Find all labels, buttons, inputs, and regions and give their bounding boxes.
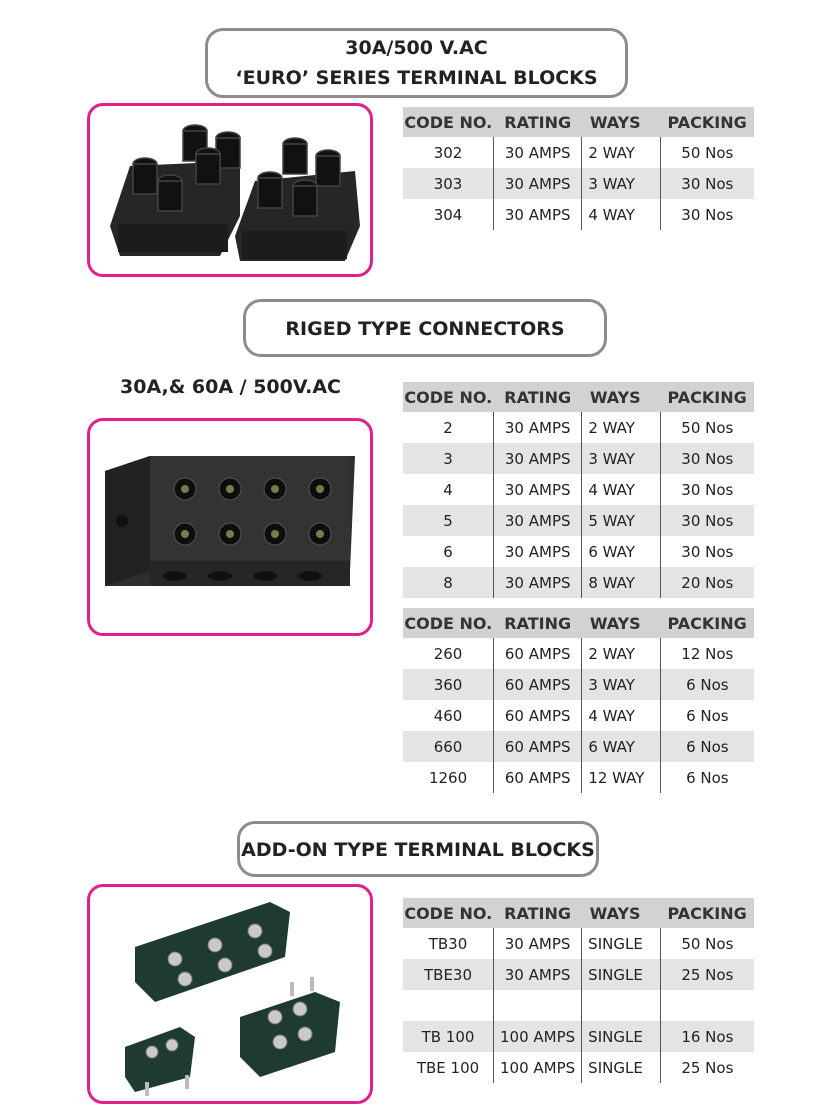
table-cell: 16 Nos bbox=[660, 1021, 754, 1052]
table-cell: 5 WAY bbox=[582, 505, 660, 536]
table-cell: 6 Nos bbox=[686, 768, 729, 787]
table-row bbox=[403, 412, 754, 443]
add-on-spec-table bbox=[403, 898, 754, 1083]
table-row bbox=[403, 567, 754, 598]
table-cell: 30 AMPS bbox=[494, 567, 582, 598]
table-cell bbox=[403, 990, 494, 1021]
table-cell: 50 Nos bbox=[681, 143, 734, 162]
table-cell: SINGLE bbox=[582, 1052, 661, 1083]
table-cell bbox=[582, 990, 661, 1021]
table-cell: 660 bbox=[403, 731, 494, 762]
table-cell: 6 WAY bbox=[582, 536, 660, 567]
table-cell: 60 AMPS bbox=[494, 700, 582, 731]
column-header: RATING bbox=[494, 898, 582, 928]
column-header: WAYS bbox=[582, 107, 660, 137]
table-cell: 20 Nos bbox=[660, 567, 754, 598]
table-cell: 3 bbox=[403, 443, 494, 474]
column-header: PACKING bbox=[660, 898, 754, 928]
table-cell: SINGLE bbox=[582, 959, 661, 990]
table-cell: 6 WAY bbox=[582, 731, 660, 762]
section-title-add-on bbox=[237, 821, 599, 877]
column-header: RATING bbox=[494, 608, 582, 638]
table-cell: 360 bbox=[403, 669, 494, 700]
table-cell: 30 Nos bbox=[660, 168, 754, 199]
table-row bbox=[403, 700, 754, 731]
column-header: PACKING bbox=[660, 608, 754, 638]
table-cell: 30 Nos bbox=[681, 205, 734, 224]
table-cell: 30 AMPS bbox=[494, 474, 582, 505]
table-cell: 100 AMPS bbox=[494, 1052, 582, 1083]
table-row bbox=[403, 443, 754, 474]
table-cell: 4 bbox=[403, 474, 494, 505]
table-row bbox=[403, 731, 754, 762]
table-cell: 50 Nos bbox=[681, 934, 734, 953]
table-cell: 2 WAY bbox=[582, 638, 660, 669]
section-title-line: 30A/500 V.AC bbox=[345, 37, 488, 59]
table-cell bbox=[660, 990, 754, 1021]
table-row bbox=[403, 505, 754, 536]
riged-60a-spec-table bbox=[403, 608, 754, 793]
table-cell: TBE30 bbox=[403, 959, 494, 990]
table-cell: 25 Nos bbox=[681, 1058, 734, 1077]
table-cell: 302 bbox=[403, 137, 494, 168]
table-row bbox=[403, 762, 754, 793]
column-header: RATING bbox=[494, 107, 582, 137]
table-cell bbox=[494, 990, 582, 1021]
rating-subheading: 30A,& 60A / 500V.AC bbox=[120, 376, 341, 398]
table-cell: 30 AMPS bbox=[494, 412, 582, 443]
section-title-line: ADD-ON TYPE TERMINAL BLOCKS bbox=[241, 839, 595, 861]
euro-spec-table bbox=[403, 107, 754, 230]
table-cell: 8 bbox=[403, 567, 494, 598]
table-cell: 30 Nos bbox=[660, 505, 754, 536]
table-cell: 8 WAY bbox=[582, 567, 660, 598]
table-row bbox=[403, 1052, 754, 1083]
table-cell: 100 AMPS bbox=[494, 1021, 582, 1052]
table-cell: 304 bbox=[403, 199, 494, 230]
table-cell: 30 Nos bbox=[681, 480, 734, 499]
table-row bbox=[403, 1021, 754, 1052]
column-header: PACKING bbox=[660, 382, 754, 412]
table-cell: 60 AMPS bbox=[494, 638, 582, 669]
riged-connector-photo bbox=[87, 418, 373, 636]
table-cell: SINGLE bbox=[582, 928, 661, 959]
table-row bbox=[403, 959, 754, 990]
table-cell: 6 bbox=[403, 536, 494, 567]
section-title-riged bbox=[243, 299, 607, 357]
table-row bbox=[403, 199, 754, 230]
table-cell: 30 Nos bbox=[660, 443, 754, 474]
table-cell: TBE 100 bbox=[403, 1052, 494, 1083]
table-cell: 2 bbox=[403, 412, 494, 443]
table-cell: 30 AMPS bbox=[494, 505, 582, 536]
column-header: WAYS bbox=[582, 898, 661, 928]
table-row bbox=[403, 536, 754, 567]
table-cell: 30 AMPS bbox=[494, 137, 582, 168]
column-header: PACKING bbox=[660, 107, 754, 137]
table-row bbox=[403, 137, 754, 168]
table-cell: 4 WAY bbox=[582, 474, 660, 505]
column-header: RATING bbox=[494, 382, 582, 412]
table-cell: 30 AMPS bbox=[494, 959, 582, 990]
table-cell: 4 WAY bbox=[582, 199, 660, 230]
table-cell: 25 Nos bbox=[660, 959, 754, 990]
table-row bbox=[403, 168, 754, 199]
table-cell: 260 bbox=[403, 638, 494, 669]
column-header: CODE NO. bbox=[403, 382, 494, 412]
riged-30a-spec-table bbox=[403, 382, 754, 598]
table-row bbox=[403, 669, 754, 700]
table-cell: 60 AMPS bbox=[494, 669, 582, 700]
table-cell: 60 AMPS bbox=[494, 731, 582, 762]
table-cell: 60 AMPS bbox=[494, 762, 582, 793]
table-cell: 6 Nos bbox=[660, 669, 754, 700]
table-cell: 3 WAY bbox=[582, 443, 660, 474]
table-cell: 3 WAY bbox=[582, 669, 660, 700]
table-cell: 12 WAY bbox=[582, 762, 660, 793]
table-cell: 1260 bbox=[403, 762, 494, 793]
table-cell: 30 AMPS bbox=[494, 168, 582, 199]
column-header: WAYS bbox=[582, 382, 660, 412]
table-row bbox=[403, 990, 754, 1021]
table-cell: TB30 bbox=[403, 928, 494, 959]
table-header-row bbox=[403, 107, 754, 137]
table-cell: 30 AMPS bbox=[494, 928, 582, 959]
table-cell: 30 Nos bbox=[681, 542, 734, 561]
table-cell: 12 Nos bbox=[681, 644, 734, 663]
table-cell: 460 bbox=[403, 700, 494, 731]
table-cell: 5 bbox=[403, 505, 494, 536]
table-cell: 2 WAY bbox=[582, 137, 660, 168]
section-title-euro bbox=[205, 28, 628, 98]
table-cell: 6 Nos bbox=[686, 706, 729, 725]
table-cell: SINGLE bbox=[582, 1021, 661, 1052]
table-cell: 50 Nos bbox=[681, 418, 734, 437]
table-cell: 30 AMPS bbox=[494, 199, 582, 230]
table-cell: 30 AMPS bbox=[494, 443, 582, 474]
table-row bbox=[403, 928, 754, 959]
add-on-terminal-block-photo bbox=[87, 884, 373, 1104]
table-cell: 4 WAY bbox=[582, 700, 660, 731]
table-cell: 3 WAY bbox=[582, 168, 660, 199]
column-header: CODE NO. bbox=[403, 107, 494, 137]
table-cell: 30 AMPS bbox=[494, 536, 582, 567]
section-title-line: RIGED TYPE CONNECTORS bbox=[285, 318, 565, 340]
column-header: CODE NO. bbox=[403, 898, 494, 928]
section-title-line: ‘EURO’ SERIES TERMINAL BLOCKS bbox=[235, 67, 598, 89]
table-cell: 2 WAY bbox=[582, 412, 660, 443]
table-header-row bbox=[403, 898, 754, 928]
table-cell: TB 100 bbox=[403, 1021, 494, 1052]
euro-terminal-block-photo bbox=[87, 103, 373, 277]
table-header-row bbox=[403, 608, 754, 638]
table-row bbox=[403, 474, 754, 505]
table-row bbox=[403, 638, 754, 669]
table-cell: 6 Nos bbox=[660, 731, 754, 762]
column-header: CODE NO. bbox=[403, 608, 494, 638]
table-header-row bbox=[403, 382, 754, 412]
column-header: WAYS bbox=[582, 608, 660, 638]
table-cell: 303 bbox=[403, 168, 494, 199]
